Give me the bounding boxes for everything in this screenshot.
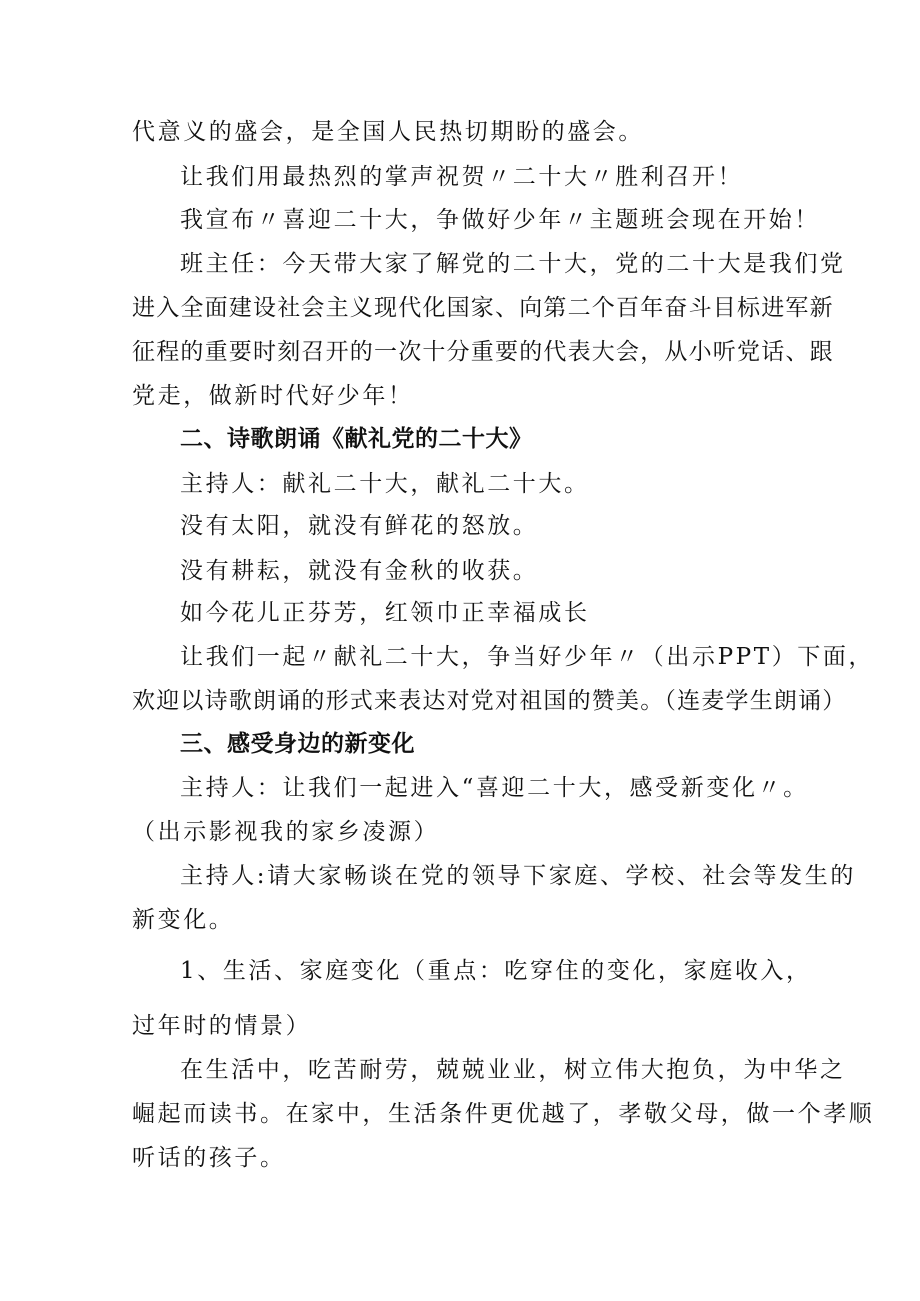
paragraph-line: 我宣布〃喜迎二十大，争做好少年〃主题班会现在开始！ xyxy=(180,207,820,233)
paragraph-line: 听话的孩子。 xyxy=(132,1145,286,1171)
paragraph-line: 让我们一起〃献礼二十大，争当好少年〃（出示PPT）下面， xyxy=(180,644,875,670)
paragraph-line: 征程的重要时刻召开的一次十分重要的代表大会，从小听党话、跟 xyxy=(132,339,834,365)
paragraph-line: 主持人：献礼二十大，献礼二十大。 xyxy=(180,471,590,497)
paragraph-line: 过年时的情景） xyxy=(132,1013,312,1039)
paragraph-line: 崛起而读书。在家中，生活条件更优越了，孝敬父母，做一个孝顺 xyxy=(132,1101,875,1127)
paragraph-line: 班主任：今天带大家了解党的二十大，党的二十大是我们党 xyxy=(180,251,846,277)
paragraph-line: 没有太阳，就没有鲜花的怒放。 xyxy=(180,513,539,539)
paragraph-line: 进入全面建设社会主义现代化国家、向第二个百年奋斗目标进军新 xyxy=(132,295,834,321)
paragraph-line: 如今花儿正芬芳，红领巾正幸福成长 xyxy=(180,600,590,626)
paragraph-line: （出示影视我的家乡凌源） xyxy=(132,819,440,845)
section-heading: 三、感受身边的新变化 xyxy=(180,731,415,757)
paragraph-line: 党走，做新时代好少年！ xyxy=(132,383,414,409)
paragraph-line: 代意义的盛会，是全国人民热切期盼的盛会。 xyxy=(132,119,644,145)
paragraph-line: 新变化。 xyxy=(132,907,235,933)
paragraph-line: 在生活中，吃苦耐劳，兢兢业业，树立伟大抱负，为中华之 xyxy=(180,1057,846,1083)
section-heading: 二、诗歌朗诵《献礼党的二十大》 xyxy=(180,426,533,452)
paragraph-line: 欢迎以诗歌朗诵的形式来表达对党对祖国的赞美。（连麦学生朗诵） xyxy=(132,688,847,714)
paragraph-line: 没有耕耘，就没有金秋的收获。 xyxy=(180,558,539,584)
paragraph-line: 让我们用最热烈的掌声祝贺〃二十大〃胜利召开！ xyxy=(180,164,744,190)
paragraph-line: 1、生活、家庭变化（重点：吃穿住的变化，家庭收入， xyxy=(180,958,812,984)
paragraph-line: 主持人:请大家畅谈在党的领导下家庭、学校、社会等发生的 xyxy=(180,863,856,889)
paragraph-line: 主持人：让我们一起进入“喜迎二十大，感受新变化〃。 xyxy=(180,775,809,801)
